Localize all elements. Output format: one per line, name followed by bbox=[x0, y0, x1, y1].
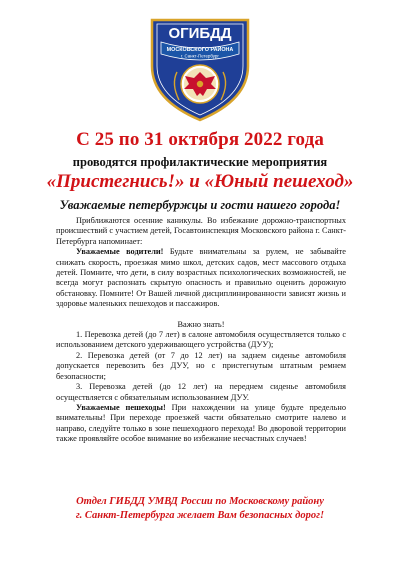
drivers-lead: Уважаемые водители! bbox=[76, 247, 164, 257]
emblem-subtitle-2: г. Санкт-Петербург bbox=[181, 53, 219, 59]
pedestrians-paragraph bbox=[56, 403, 346, 445]
footer-line-2: г. Санкт-Петербурга желает Вам безопасных дорог! bbox=[75, 510, 325, 521]
rule-1: 1. Перевозка детей (до 7 лет) в салоне автомобиля осуществляется только с использованием детского удерживающего устройства (ДУУ); bbox=[56, 330, 346, 350]
greeting: Уважаемые петербуржцы и гости нашего города! bbox=[59, 198, 341, 212]
pedestrians-text: При нахождении на улице будьте предельно внимательны! При переходе проезжей части обязательно смотрите налево и направо, следуйте только в зоне пешеходного перехода! Во дворовой территории также проявляйте особое внимание во избежание несчастных случаев! bbox=[56, 402, 346, 444]
rule-3: 3. Перевозка детей (до 12 лет) на переднем сиденье автомобиля осуществляется с обязательным использованием ДУУ. bbox=[56, 382, 346, 402]
footer bbox=[0, 495, 400, 523]
headline-dates: С 25 по 31 октября 2022 года bbox=[76, 129, 324, 150]
intro-paragraph: Приближаются осенние каникулы. Во избежание дорожно-транспортных происшествий с участием детей, Госавтоинспекция Московского района г. Санкт-Петербурга напоминает: bbox=[56, 216, 346, 246]
ogibdd-emblem bbox=[147, 14, 253, 124]
campaign-title: «Пристегнись!» и «Юный пешеход» bbox=[46, 171, 354, 192]
emblem-title: ОГИБДД bbox=[168, 25, 232, 42]
emblem-subtitle-1: МОСКОВСКОГО РАЙОНА bbox=[166, 47, 234, 53]
footer-line-1: Отдел ГИБДД УМВД России по Московскому району bbox=[76, 496, 324, 507]
important-heading: Важно знать! bbox=[177, 319, 225, 329]
notice-body bbox=[56, 216, 346, 445]
rule-2: 2. Перевозка детей (от 7 до 12 лет) на заднем сиденье автомобиля допускается перевозить без ДУУ, но с пристегнутым штатным ремнем безопасности; bbox=[56, 350, 346, 381]
drivers-text: Будьте внимательны за рулем, не забывайте снижать скорость, проезжая мимо школ, детских садов, мест массового отдыха детей. Помните, что дети, в силу возрастных психологических возможностей, не всегда могут распознать скрытую опасность и правильно оценить дорожную обстановку. Помните! От Вашей личной дисциплинированности зависят жизнь и здоровье маленьких пешеходов и пассажиров. bbox=[56, 247, 346, 309]
pedestrians-lead: Уважаемые пешеходы! bbox=[76, 402, 166, 412]
drivers-paragraph bbox=[56, 247, 346, 309]
subheadline: проводятся профилактические мероприятия bbox=[72, 155, 328, 169]
